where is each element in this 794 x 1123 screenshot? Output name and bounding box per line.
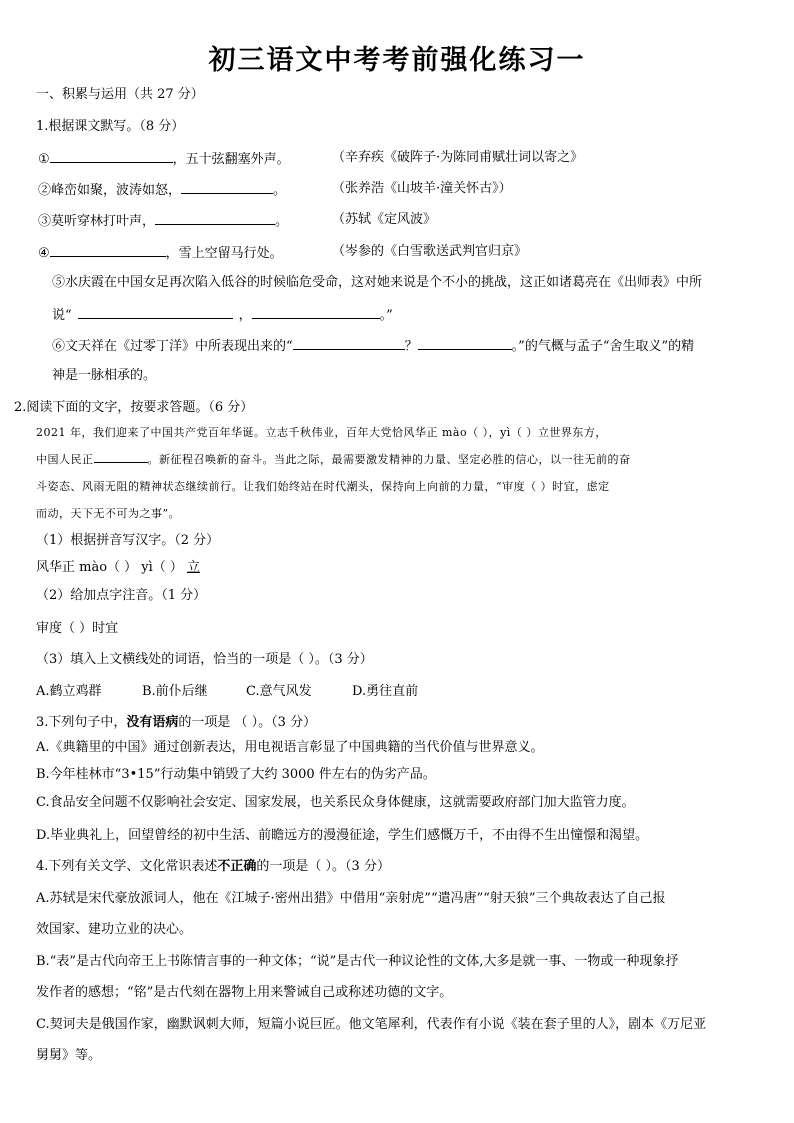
q1-item-6-post: 。”的气概与孟子“舍生取义”的精 [511, 339, 695, 354]
q3-option-a[interactable]: A.《典籍里的中国》通过创新表达，用电视语言彰显了中国典籍的当代价值与世界意义。 [36, 740, 544, 755]
q1-item-2-pre: ②峰峦如聚，波涛如怒， [38, 183, 182, 198]
q1-item-1-source: （辛弃疾《破阵子·为陈同甫赋壮词以寄之》 [332, 150, 584, 165]
q1-item-1-pre: ① [38, 152, 50, 167]
answer-blank[interactable] [293, 336, 405, 350]
question-4-stem [36, 858, 390, 876]
q2-passage-line4: 而动，天下无不可为之事”。 [36, 507, 181, 520]
answer-blank[interactable] [94, 451, 148, 463]
q4-stem-emphasis: 不正确 [217, 859, 257, 874]
q1-item-6-mid: ？ [404, 339, 418, 354]
q1-item-3 [38, 211, 288, 231]
q4-option-a-line1[interactable]: A.苏轼是宋代豪放派词人，他在《江城子·密州出猎》中借用“亲射虎”“遣冯唐”“射天狼”三个典故表达了自己报 [36, 891, 666, 906]
q4-option-c-line2: 舅舅》等。 [36, 1048, 102, 1063]
q2-sub1: （1）根据拼音写汉字。（2 分） [36, 533, 220, 548]
answer-blank[interactable] [50, 149, 173, 163]
q1-item-2-post: 。 [273, 183, 287, 198]
q1-item-2-source: （张养浩《山坡羊·潼关怀古》） [332, 181, 512, 196]
question-2-stem: 2.阅读下面的文字，按要求答题。（6 分） [14, 400, 254, 415]
answer-blank[interactable] [252, 305, 380, 319]
q1-item-4-pre: ④ [38, 246, 50, 261]
question-3-stem [36, 714, 316, 732]
question-1-stem: 1.根据课文默写。（8 分） [36, 119, 185, 134]
q2-sub2: （2）给加点字注音。（1 分） [36, 588, 207, 603]
q3-option-c[interactable]: C.食品安全问题不仅影响社会安定、国家发展，也关系民众身体健康，这就需要政府部门加大监管力度。 [36, 795, 635, 810]
q1-item-1 [38, 149, 290, 169]
q1-item-4-source: （岑参的《白雪歌送武判官归京》 [332, 244, 528, 259]
q4-stem-pre: 4.下列有关文学、文化常识表述 [36, 859, 218, 874]
q2-passage-line2 [36, 451, 631, 469]
q1-item-4-post: ，雪上空留马行处。 [165, 246, 283, 261]
q1-item-4 [38, 243, 283, 263]
q3-option-d[interactable]: D.毕业典礼上，回望曾经的初中生活、前瞻远方的漫漫征途，学生们感慨万千，不由得不生出憧憬和渴望。 [36, 828, 649, 843]
q1-item-5-post: 。” [379, 308, 393, 323]
q3-stem-pre: 3.下列句子中， [36, 715, 127, 730]
q2-passage-line2-post: 。新征程召唤新的奋斗。当此之际，最需要激发精神的力量、坚定必胜的信心，以一往无前的奋 [147, 453, 631, 466]
answer-blank[interactable] [155, 211, 275, 225]
q2-option-d[interactable]: D.勇往直前 [352, 684, 419, 699]
q2-sub1-answer [36, 559, 200, 577]
q4-option-a-line2: 效国家、建功立业的决心。 [36, 922, 193, 937]
q1-item-1-post: ，五十弦翻塞外声。 [172, 152, 290, 167]
q2-sub1-answer-text: 风华正 mào（ ） yì（ ） [36, 560, 183, 575]
q4-option-c-line1[interactable]: C.契诃夫是俄国作家，幽默讽刺大师，短篇小说巨匠。他文笔犀利，代表作有小说《装在套子里的人》，剧本《万尼亚 [36, 1017, 707, 1032]
answer-blank[interactable] [78, 305, 233, 319]
q2-sub1-underlined-char: 立 [186, 560, 200, 575]
q1-item-5-pre: 说“ [52, 308, 72, 323]
q1-item-3-pre: ③莫听穿林打叶声， [38, 214, 156, 229]
section-heading: 一、积累与运用（共 27 分） [36, 87, 204, 102]
q1-item-5-mid: ， [238, 308, 252, 323]
q2-option-c[interactable]: C.意气风发 [246, 684, 312, 699]
q1-item-6-pre: ⑥文天祥在《过零丁洋》中所表现出来的“ [52, 339, 293, 354]
q1-item-5-line1: ⑤水庆霞在中国女足再次陷入低谷的时候临危受命，这对她来说是个不小的挑战，这正如诸葛亮在《出师表》中所 [52, 275, 703, 290]
q4-option-b-line1[interactable]: B.“表”是古代向帝王上书陈情言事的一种文体；“说”是古代一种议论性的文体,大多是就一事、一物或一种现象抒 [36, 954, 679, 969]
q2-option-b[interactable]: B.前仆后继 [142, 684, 208, 699]
answer-blank[interactable] [50, 243, 166, 257]
q2-sub3: （3）填入上文横线处的词语，恰当的一项是（ ）。（3 分） [36, 652, 373, 667]
q1-item-3-source: （苏轼《定风波》 [332, 212, 437, 227]
q2-passage-line1: 2021 年，我们迎来了中国共产党百年华诞。立志千秋伟业，百年大党恰风华正 mào（ ），yì（ ）立世界东方， [36, 426, 607, 439]
q4-stem-post: 的一项是（ ）。（3 分） [256, 859, 390, 874]
q1-item-2 [38, 180, 286, 200]
answer-blank[interactable] [181, 180, 273, 194]
page-title: 初三语文中考考前强化练习一 [208, 45, 586, 76]
q3-stem-emphasis: 没有语病 [126, 715, 179, 730]
answer-blank[interactable] [418, 336, 512, 350]
q2-option-a[interactable]: A.鹤立鸡群 [36, 684, 102, 699]
q1-item-5-line2 [52, 305, 393, 325]
q3-option-b[interactable]: B.今年桂林市“3•15”行动集中销毁了大约 3000 件左右的伪劣产品。 [36, 767, 436, 782]
q2-passage-line3: 斗姿态、风雨无阻的精神状态继续前行。让我们始终站在时代潮头，保持向上向前的力量，“审度（ ）时宜，虑定 [36, 480, 610, 493]
q3-stem-post: 的一项是 （ ）。（3 分） [178, 715, 317, 730]
q1-item-6-line1 [52, 336, 694, 356]
q4-option-b-line2: 发作者的感想；“铭”是古代刻在器物上用来警诫自己或称述功德的文字。 [36, 985, 453, 1000]
q1-item-3-post: 。 [275, 214, 289, 229]
q1-item-6-line2: 神是一脉相承的。 [52, 368, 157, 383]
q2-passage-line2-pre: 中国人民正 [36, 453, 94, 466]
q2-sub2-answer: 审度（ ）时宜 [36, 621, 119, 636]
